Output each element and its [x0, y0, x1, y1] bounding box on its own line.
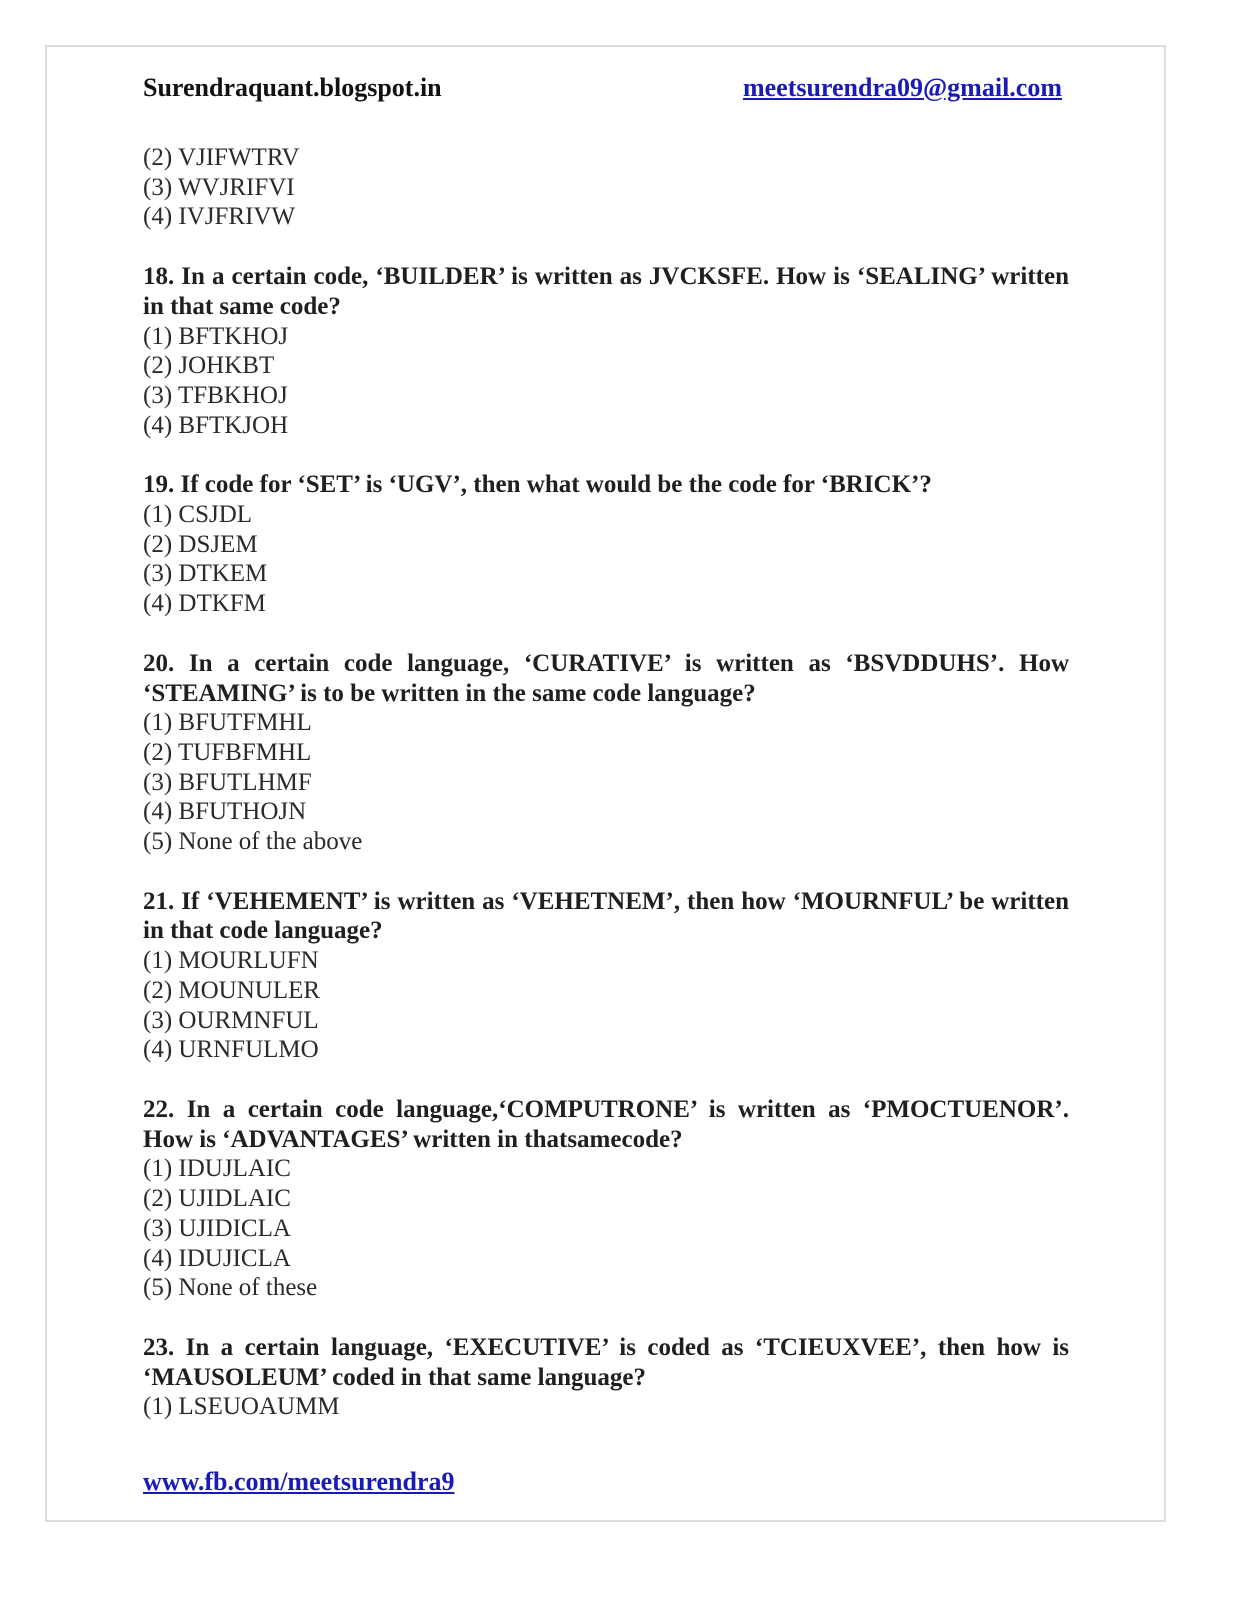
option: (3) BFUTLHMF [143, 768, 312, 796]
option: (4) IVJFRIVW [143, 203, 296, 231]
option: (4) URNFULMO [143, 1036, 319, 1064]
option: (3) UJIDICLA [143, 1214, 291, 1242]
option-list [143, 1392, 1069, 1422]
option: (1) BFUTFMHL [143, 709, 312, 737]
option: (2) VJIFWTRV [143, 144, 300, 171]
option: (3) WVJRIFVI [143, 173, 295, 201]
question-text: 20. In a certain code language, ‘CURATIVE’ is written as ‘BSVDDUHS’. How ‘STEAMING’ is to be written in the same code language? [143, 649, 1069, 707]
option: (3) DTKEM [143, 560, 268, 588]
option: (5) None of these [143, 1274, 318, 1302]
option: (1) CSJDL [143, 501, 253, 529]
option: (5) None of the above [143, 828, 363, 856]
carryover-options [143, 143, 1069, 232]
facebook-link[interactable]: www.fb.com/meetsurendra9 [143, 1467, 455, 1496]
option-list [143, 708, 1069, 857]
email-link[interactable]: meetsurendra09@gmail.com [742, 73, 1062, 102]
option: (2) MOUNULER [143, 976, 321, 1004]
page-header [143, 70, 1062, 106]
option: (1) BFTKHOJ [143, 322, 289, 350]
option: (3) TFBKHOJ [143, 381, 288, 409]
option: (2) TUFBFMHL [143, 738, 312, 766]
option-list [143, 322, 1069, 441]
question-text: 18. In a certain code, ‘BUILDER’ is written as JVCKSFE. How is ‘SEALING’ written in that same code? [143, 263, 1069, 320]
option: (2) JOHKBT [143, 352, 275, 380]
question-text: 21. If ‘VEHEMENT’ is written as ‘VEHETNEM’, then how ‘MOURNFUL’ be written in that code language? [143, 887, 1069, 945]
question-text: 23. In a certain language, ‘EXECUTIVE’ is coded as ‘TCIEUXVEE’, then how is ‘MAUSOLEUM’ coded in that same language? [143, 1333, 1069, 1391]
question-21 [143, 887, 1069, 1065]
option-list [143, 1154, 1069, 1303]
question-text: 22. In a certain code language,‘COMPUTRONE’ is written as ‘PMOCTUENOR’. How is ‘ADVANTAGES’ written in thatsamecode? [143, 1095, 1069, 1153]
option: (4) BFTKJOH [143, 411, 289, 439]
question-22 [143, 1095, 1069, 1303]
question-19 [143, 470, 1069, 619]
option: (3) OURMNFUL [143, 1006, 319, 1034]
option: (1) IDUJLAIC [143, 1155, 291, 1183]
site-name: Surendraquant.blogspot.in [143, 73, 442, 102]
option: (4) DTKFM [143, 590, 266, 618]
option-list [143, 500, 1069, 619]
option: (4) BFUTHOJN [143, 798, 307, 826]
option-list [143, 946, 1069, 1065]
option: (1) LSEUOAUMM [143, 1393, 340, 1421]
question-20 [143, 649, 1069, 857]
option: (4) IDUJICLA [143, 1244, 291, 1272]
question-text: 19. If code for ‘SET’ is ‘UGV’, then what would be the code for ‘BRICK’? [143, 471, 932, 499]
question-23 [143, 1333, 1069, 1422]
question-18 [143, 262, 1069, 440]
option: (2) DSJEM [143, 530, 258, 558]
option: (1) MOURLUFN [143, 947, 319, 975]
option: (2) UJIDLAIC [143, 1185, 291, 1213]
document-body [143, 143, 1069, 1452]
option-list [143, 143, 1069, 232]
